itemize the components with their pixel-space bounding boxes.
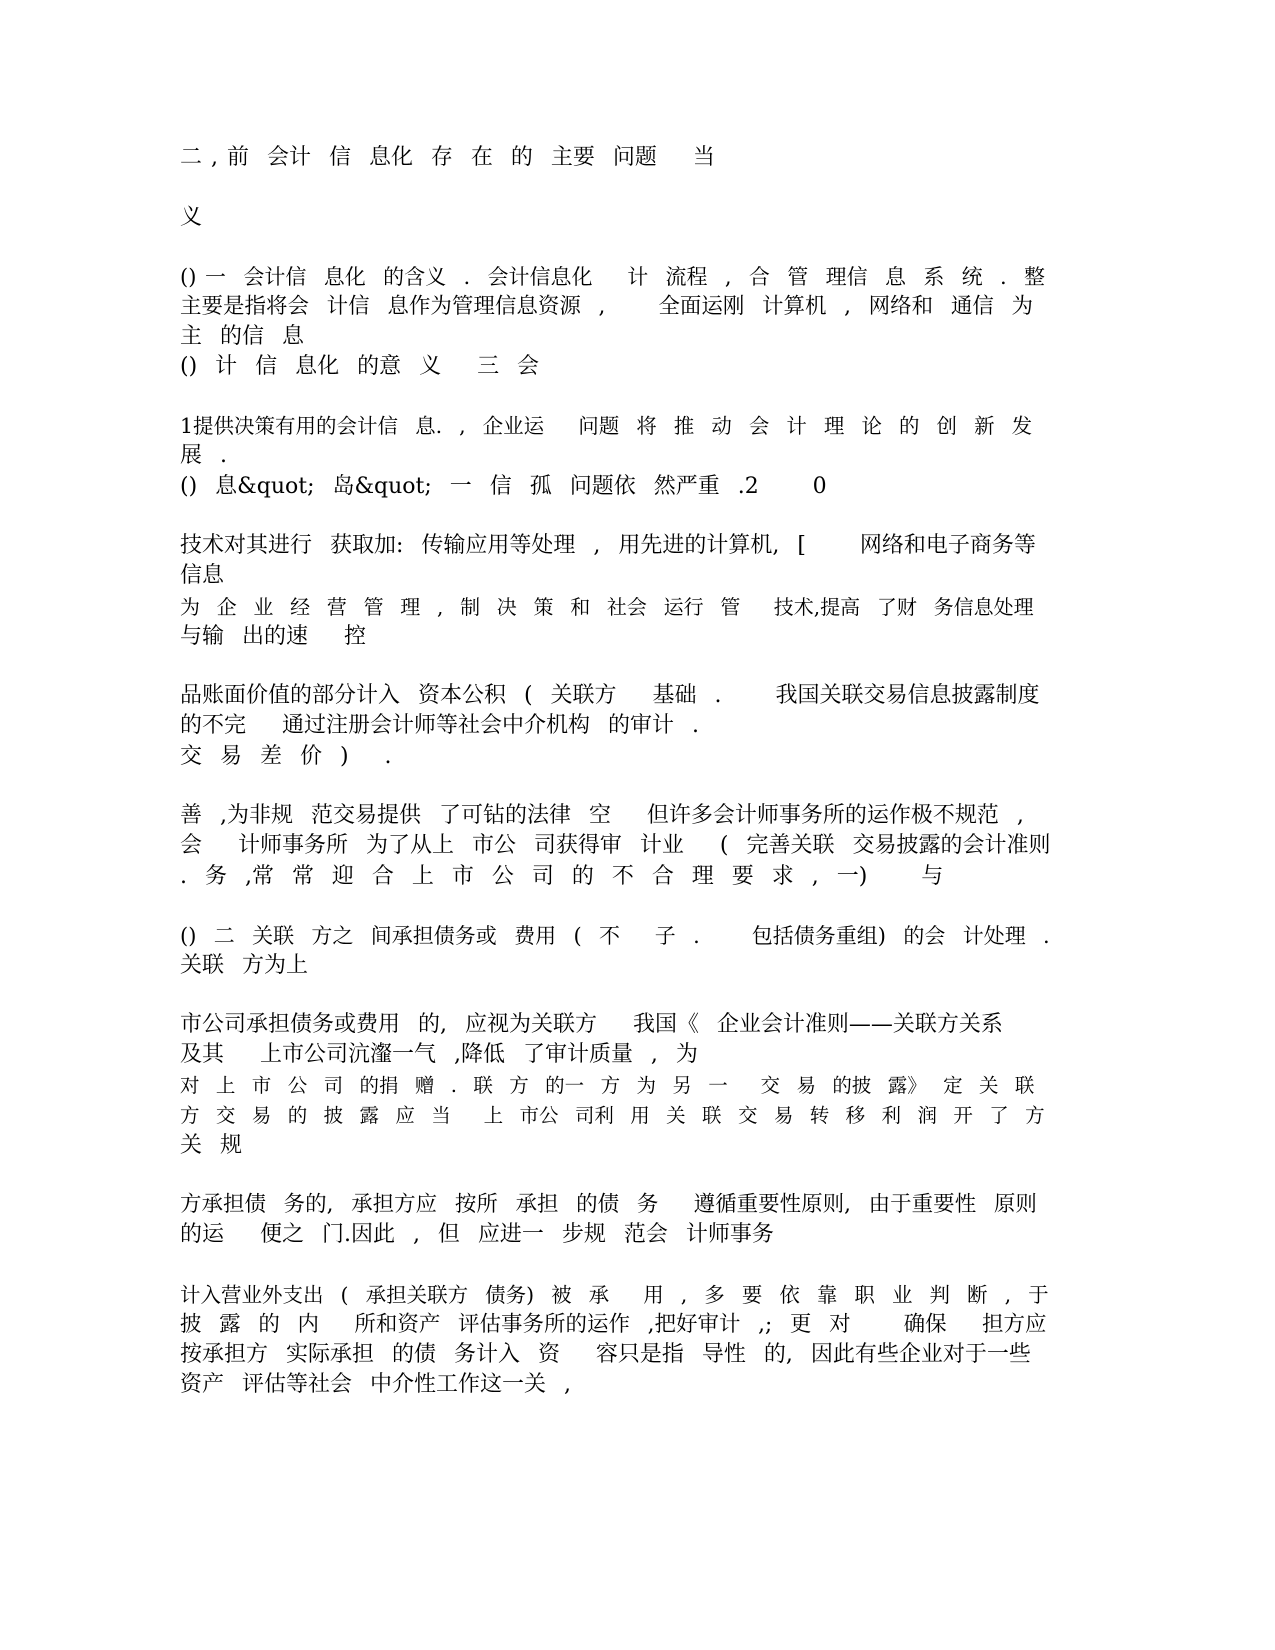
- text-line: 计入营业外支出 ( 承担关联方 债务) 被 承 用 , 多 要 依 靠 职 业 判 断 , 于: [180, 1283, 1049, 1307]
- text-line: 对 上 市 公 司 的捐 赠 . 联 方 的一 方 为 另 一 交 易 的披 露》 定 关 联: [180, 1074, 1035, 1097]
- text-line: 方 交 易 的 披 露 应 当 上 市公 司利 用 关 联 交 易 转 移 利 润 开 了 方: [180, 1104, 1045, 1127]
- text-line: 主 的信 息: [180, 324, 304, 349]
- text-line: 为 企 业 经 营 管 理 , 制 决 策 和 社会 运行 管 技术,提高 了财 务信息处理: [180, 595, 1034, 619]
- text-line: 展 .: [180, 443, 227, 468]
- text-line: 按承担方 实际承担 的债 务计入 资 容只是指 导性 的, 因此有些企业对于一些: [180, 1342, 1031, 1367]
- text-line: 资产 评估等社会 中介性工作这一关 ,: [180, 1372, 571, 1397]
- text-line: 二 , 前 会计 信 息化 存 在 的 主要 问题 当: [180, 145, 715, 170]
- text-line: 方承担债 务的, 承担方应 按所 承担 的债 务 遵循重要性原则, 由于重要性 原则: [180, 1192, 1037, 1217]
- text-line: 技术对其进行 获取加: 传输应用等处理 , 用先进的计算机, [ 网络和电子商务等: [180, 533, 1036, 558]
- text-line: () 二 关联 方之 间承担债务或 费用 ( 不 子 . 包括债务重组) 的会 计处理 .: [180, 924, 1050, 948]
- text-line: 1提供决策有用的会计信 息. , 企业运 问题 将 推 动 会 计 理 论 的 创 新 发: [180, 414, 1033, 438]
- text-line: 交 易 差 价 ) .: [180, 744, 392, 769]
- text-line: 披 露 的 内 所和资产 评估事务所的运作 ,把好审计 ,; 更 对 确保 担方应: [180, 1312, 1047, 1337]
- text-line: 关 规: [180, 1133, 242, 1158]
- text-line: . 务 ,常 常 迎 合 上 市 公 司 的 不 合 理 要 求 , 一) 与: [180, 864, 944, 889]
- text-line: 的不完 通过注册会计师等社会中介机构 的审计 .: [180, 713, 699, 738]
- text-line: 市公司承担债务或费用 的, 应视为关联方 我国《 企业会计准则——关联方关系: [180, 1012, 1003, 1037]
- text-line: () 一 会计信 息化 的含义 . 会计信息化 计 流程 , 合 管 理信 息 系 统 . 整: [180, 265, 1046, 289]
- text-line: 及其 上市公司沆瀣一气 ,降低 了审计质量 , 为: [180, 1042, 698, 1067]
- document-page: [180, 0, 1050, 1650]
- text-line: 会 计师事务所 为了从上 市公 司获得审 计业 ( 完善关联 交易披露的会计准则: [180, 833, 1051, 858]
- text-line: 信息: [180, 563, 225, 588]
- text-line: 关联 方为上: [180, 953, 308, 978]
- text-line: () 息&quot; 岛&quot; 一 信 孤 问题依 然严重 .2 0: [180, 474, 827, 499]
- text-line: 的运 便之 门.因此 , 但 应进一 步规 范会 计师事务: [180, 1222, 774, 1247]
- text-line: 主要是指将会 计信 息作为管理信息资源 , 全面运刚 计算机 , 网络和 通信 为: [180, 294, 1034, 319]
- text-line: 品账面价值的部分计入 资本公积 ( 关联方 基础 . 我国关联交易信息披露制度: [180, 683, 1040, 708]
- text-line: 与输 出的速 控: [180, 624, 366, 649]
- text-line: 义: [180, 205, 203, 230]
- text-line: 善 ,为非规 范交易提供 了可钻的法律 空 但许多会计师事务所的运作极不规范 ,: [180, 803, 1024, 828]
- text-line: () 计 信 息化 的意 义 三 会: [180, 354, 540, 379]
